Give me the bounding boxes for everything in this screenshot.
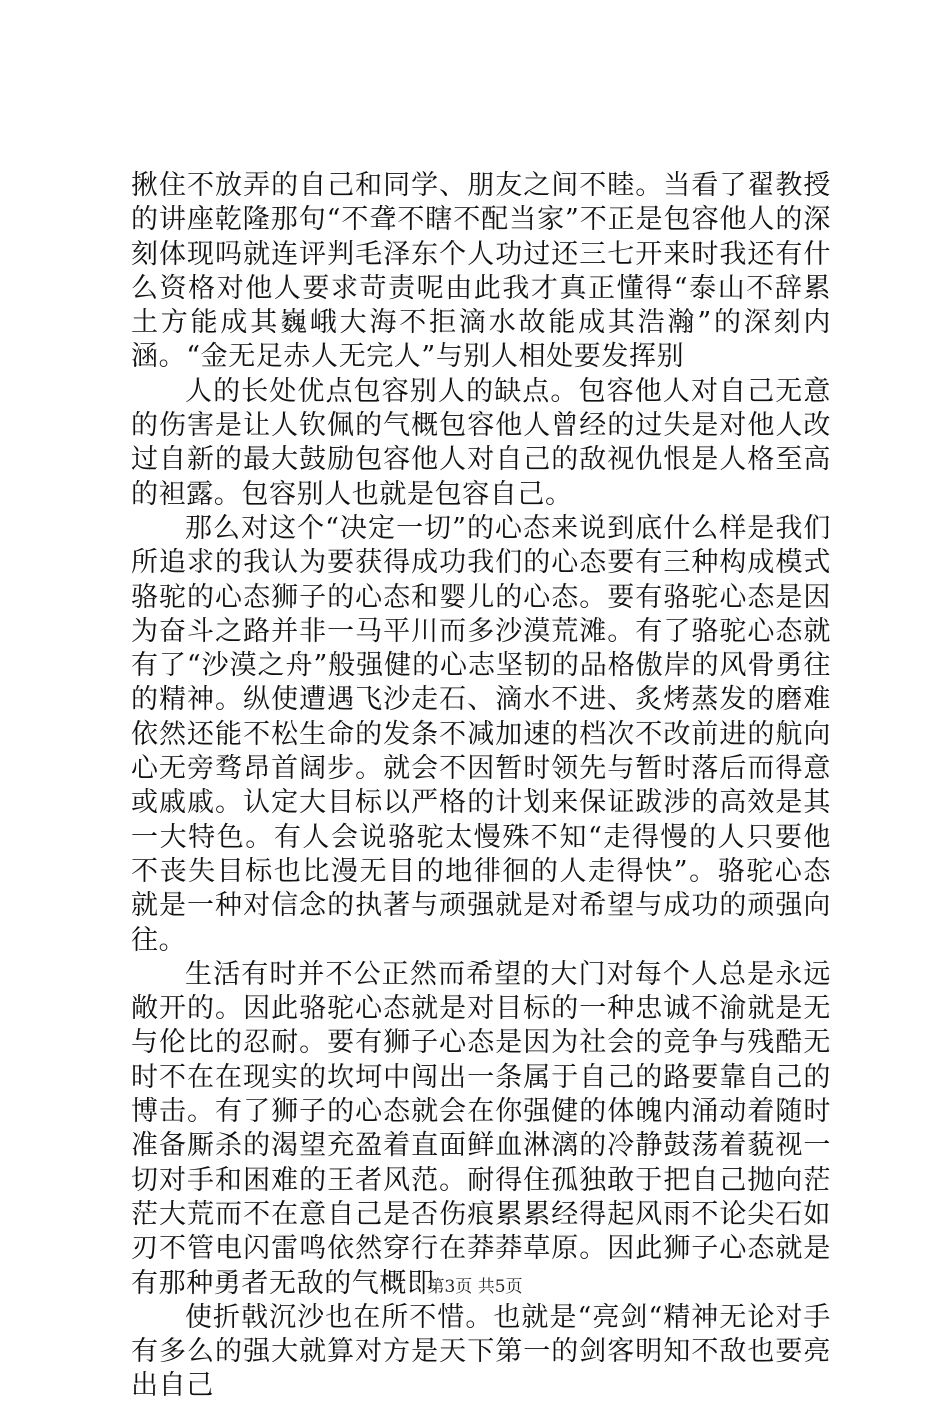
page-number-footer: 第3页 共5页 xyxy=(427,1277,523,1297)
paragraph: 人的长处优点包容别人的缺点。包容他人对自己无意的伤害是让人钦佩的气概包容他人曾经的过失是对他人改过自新的最大鼓励包容他人对自己的敌视仇恨是人格至高的袒露。包容别人也就是包容自己。 xyxy=(131,375,831,510)
paragraph: 生活有时并不公正然而希望的大门对每个人总是永远敞开的。因此骆驼心态就是对目标的一种忠诚不渝就是无与伦比的忍耐。要有狮子心态是因为社会的竞争与残酷无时不在在现实的坎坷中闯出一条属于自己的路要靠自己的博击。有了狮子的心态就会在你强健的体魄内涌动着随时准备厮杀的渴望充盈着直面鲜血淋漓的冷静鼓荡着藐视一切对手和困难的王者风范。耐得住孤独敢于把自己抛向茫茫大荒而不在意自己是否伤痕累累经得起风雨不论尖石如刃不管电闪雷鸣依然穿行在莽莽草原。因此狮子心态就是有那种勇者无敌的气概即 xyxy=(131,958,831,1299)
paragraph: 使折戟沉沙也在所不惜。也就是“亮剑“精神无论对手有多么的强大就算对方是天下第一的剑客明知不敌也要亮出自己 xyxy=(131,1301,831,1402)
paragraph: 揪住不放弄的自己和同学、朋友之间不睦。当看了翟教授的讲座乾隆那句“不聋不瞎不配当家”不正是包容他人的深刻体现吗就连评判毛泽东个人功过还三七开来时我还有什么资格对他人要求苛责呢由此我才真正懂得“泰山不辞累土方能成其巍峨大海不拒滴水故能成其浩瀚”的深刻内涵。“金无足赤人无完人”与别人相处要发挥别 xyxy=(131,170,831,373)
document-body xyxy=(131,169,831,1404)
paragraph: 那么对这个“决定一切”的心态来说到底什么样是我们所追求的我认为要获得成功我们的心态要有三种构成模式骆驼的心态狮子的心态和婴儿的心态。要有骆驼心态是因为奋斗之路并非一马平川而多沙漠荒滩。有了骆驼心态就有了“沙漠之舟”般强健的心志坚韧的品格傲岸的风骨勇往的精神。纵使遭遇飞沙走石、滴水不进、炙烤蒸发的磨难依然还能不松生命的发条不减加速的档次不改前进的航向心无旁骛昂首阔步。就会不因暂时领先与暂时落后而得意或戚戚。认定大目标以严格的计划来保证跋涉的高效是其一大特色。有人会说骆驼太慢殊不知“走得慢的人只要他不丧失目标也比漫无目的地徘徊的人走得快”。骆驼心态就是一种对信念的执著与顽强就是对希望与成功的顽强向往。 xyxy=(131,512,831,956)
